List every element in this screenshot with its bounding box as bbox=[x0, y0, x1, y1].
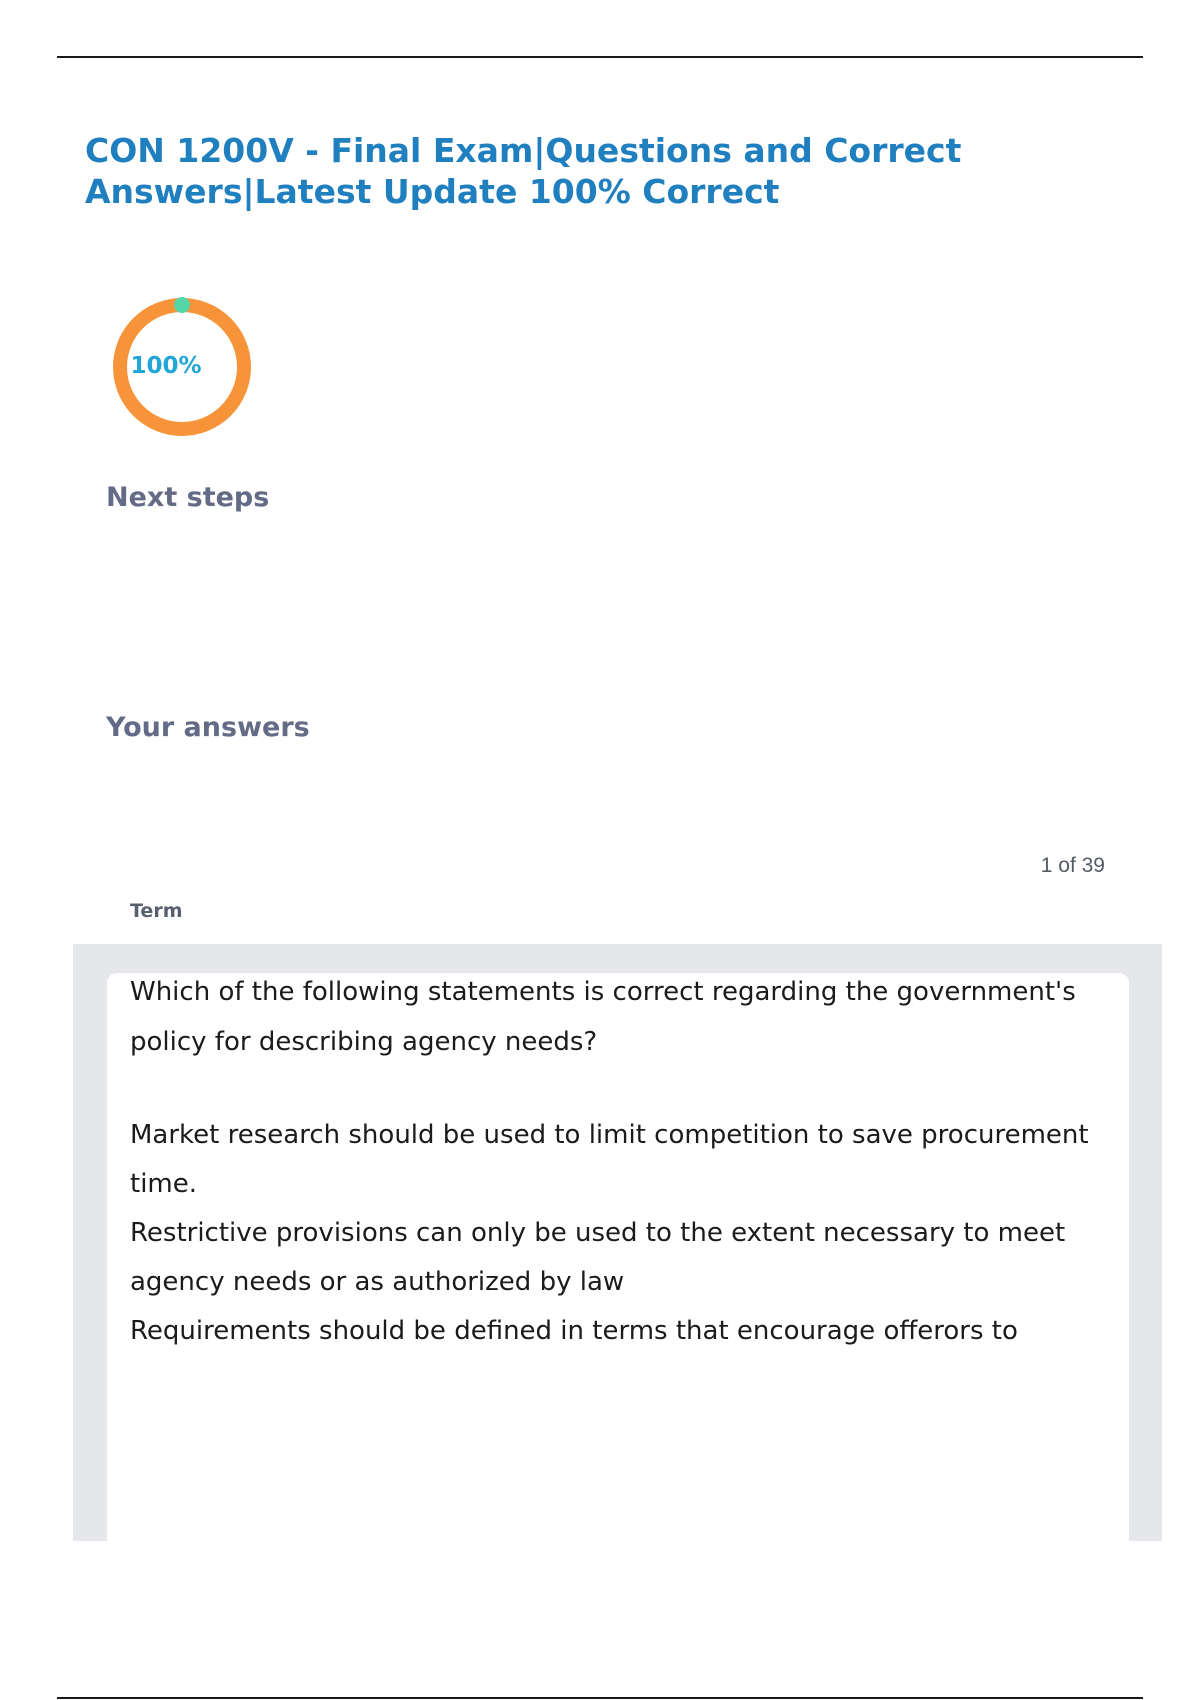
answer-option: Market research should be used to limit competition to save procurement time. bbox=[130, 1120, 1089, 1199]
question-text: Which of the following statements is correct regarding the government's policy for describing agency needs? bbox=[130, 977, 1076, 1057]
answer-option: Restrictive provisions can only be used to the extent necessary to meet agency needs or as authorized by law bbox=[130, 1218, 1066, 1297]
page-title: CON 1200V - Final Exam|Questions and Correct Answers|Latest Update 100% Correct bbox=[85, 131, 962, 211]
score-percent: 100% bbox=[130, 353, 202, 379]
card-counter: 1 of 39 bbox=[1040, 854, 1105, 877]
answer-option: Requirements should be defined in terms that encourage offerors to bbox=[130, 1316, 1018, 1346]
your-answers-heading: Your answers bbox=[106, 712, 310, 743]
top-divider bbox=[57, 56, 1143, 58]
bottom-divider bbox=[57, 1697, 1143, 1699]
answer-options bbox=[130, 1111, 1120, 1356]
next-steps-heading: Next steps bbox=[106, 482, 270, 513]
score-ring-marker bbox=[174, 297, 190, 313]
term-label: Term bbox=[130, 900, 183, 922]
